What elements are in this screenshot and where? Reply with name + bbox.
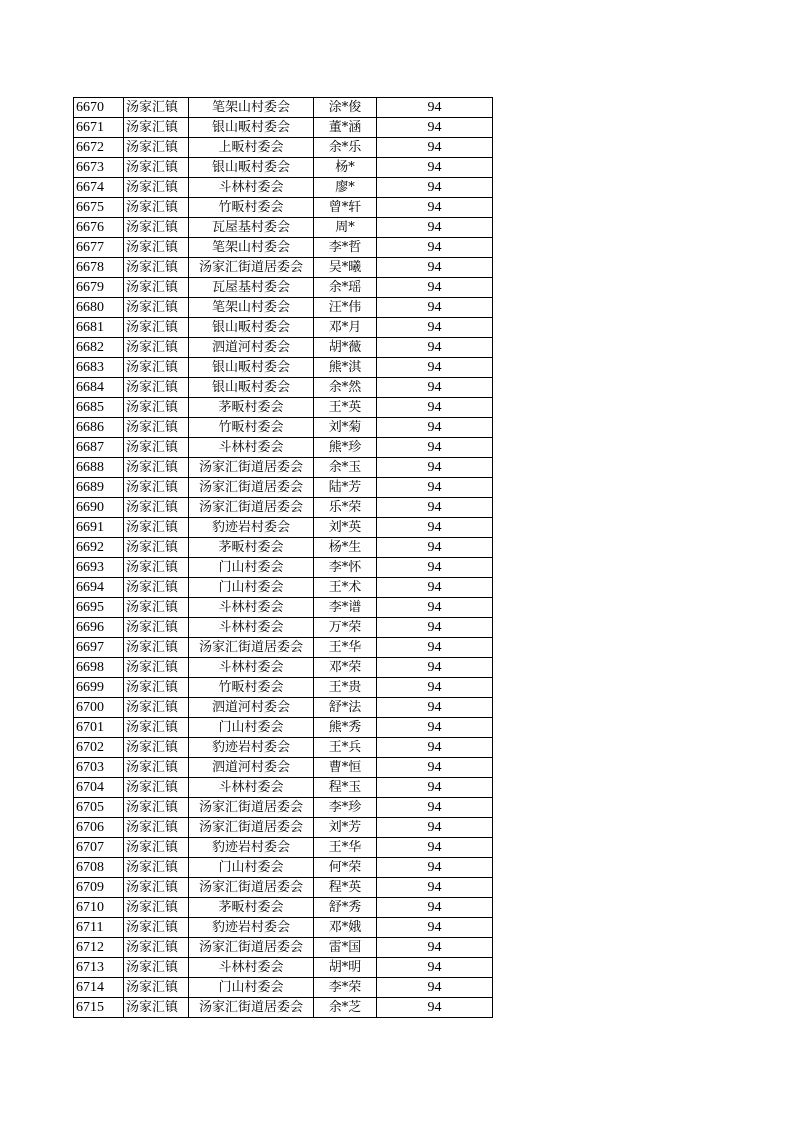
name-cell: 万*荣	[314, 618, 377, 638]
score-cell: 94	[377, 898, 493, 918]
score-cell: 94	[377, 518, 493, 538]
score-cell: 94	[377, 158, 493, 178]
table-row	[74, 218, 493, 238]
table-row	[74, 358, 493, 378]
committee-cell: 门山村委会	[189, 718, 314, 738]
row-number-cell: 6671	[74, 118, 124, 138]
town-cell: 汤家汇镇	[124, 758, 189, 778]
name-cell: 邓*荣	[314, 658, 377, 678]
town-cell: 汤家汇镇	[124, 598, 189, 618]
name-cell: 胡*明	[314, 958, 377, 978]
roster-table	[73, 97, 493, 1018]
table-row	[74, 878, 493, 898]
committee-cell: 斗林村委会	[189, 438, 314, 458]
town-cell: 汤家汇镇	[124, 318, 189, 338]
row-number-cell: 6705	[74, 798, 124, 818]
committee-cell: 门山村委会	[189, 578, 314, 598]
row-number-cell: 6692	[74, 538, 124, 558]
name-cell: 李*珍	[314, 798, 377, 818]
table-row	[74, 938, 493, 958]
roster-table-body	[74, 98, 493, 1018]
name-cell: 王*术	[314, 578, 377, 598]
row-number-cell: 6695	[74, 598, 124, 618]
town-cell: 汤家汇镇	[124, 138, 189, 158]
row-number-cell: 6676	[74, 218, 124, 238]
town-cell: 汤家汇镇	[124, 498, 189, 518]
name-cell: 吴*曦	[314, 258, 377, 278]
table-row	[74, 718, 493, 738]
row-number-cell: 6684	[74, 378, 124, 398]
committee-cell: 泗道河村委会	[189, 338, 314, 358]
name-cell: 邓*月	[314, 318, 377, 338]
committee-cell: 汤家汇街道居委会	[189, 498, 314, 518]
score-cell: 94	[377, 838, 493, 858]
town-cell: 汤家汇镇	[124, 238, 189, 258]
town-cell: 汤家汇镇	[124, 778, 189, 798]
score-cell: 94	[377, 858, 493, 878]
table-row	[74, 858, 493, 878]
town-cell: 汤家汇镇	[124, 158, 189, 178]
name-cell: 汪*伟	[314, 298, 377, 318]
town-cell: 汤家汇镇	[124, 378, 189, 398]
row-number-cell: 6703	[74, 758, 124, 778]
score-cell: 94	[377, 958, 493, 978]
committee-cell: 银山畈村委会	[189, 158, 314, 178]
score-cell: 94	[377, 998, 493, 1018]
town-cell: 汤家汇镇	[124, 438, 189, 458]
table-row	[74, 798, 493, 818]
row-number-cell: 6697	[74, 638, 124, 658]
score-cell: 94	[377, 618, 493, 638]
row-number-cell: 6673	[74, 158, 124, 178]
score-cell: 94	[377, 138, 493, 158]
row-number-cell: 6678	[74, 258, 124, 278]
score-cell: 94	[377, 118, 493, 138]
table-row	[74, 738, 493, 758]
name-cell: 董*涵	[314, 118, 377, 138]
committee-cell: 斗林村委会	[189, 658, 314, 678]
table-row	[74, 138, 493, 158]
score-cell: 94	[377, 438, 493, 458]
score-cell: 94	[377, 458, 493, 478]
name-cell: 舒*法	[314, 698, 377, 718]
town-cell: 汤家汇镇	[124, 978, 189, 998]
table-row	[74, 678, 493, 698]
row-number-cell: 6702	[74, 738, 124, 758]
score-cell: 94	[377, 658, 493, 678]
town-cell: 汤家汇镇	[124, 798, 189, 818]
name-cell: 程*英	[314, 878, 377, 898]
score-cell: 94	[377, 538, 493, 558]
town-cell: 汤家汇镇	[124, 678, 189, 698]
row-number-cell: 6714	[74, 978, 124, 998]
committee-cell: 茅畈村委会	[189, 898, 314, 918]
committee-cell: 瓦屋基村委会	[189, 218, 314, 238]
town-cell: 汤家汇镇	[124, 558, 189, 578]
score-cell: 94	[377, 198, 493, 218]
name-cell: 熊*珍	[314, 438, 377, 458]
committee-cell: 竹畈村委会	[189, 418, 314, 438]
row-number-cell: 6699	[74, 678, 124, 698]
name-cell: 杨*	[314, 158, 377, 178]
name-cell: 熊*淇	[314, 358, 377, 378]
row-number-cell: 6685	[74, 398, 124, 418]
town-cell: 汤家汇镇	[124, 638, 189, 658]
score-cell: 94	[377, 938, 493, 958]
town-cell: 汤家汇镇	[124, 338, 189, 358]
name-cell: 程*玉	[314, 778, 377, 798]
table-row	[74, 758, 493, 778]
committee-cell: 汤家汇街道居委会	[189, 258, 314, 278]
table-row	[74, 258, 493, 278]
name-cell: 舒*秀	[314, 898, 377, 918]
name-cell: 余*玉	[314, 458, 377, 478]
name-cell: 周*	[314, 218, 377, 238]
score-cell: 94	[377, 278, 493, 298]
committee-cell: 汤家汇街道居委会	[189, 798, 314, 818]
table-row	[74, 638, 493, 658]
score-cell: 94	[377, 338, 493, 358]
row-number-cell: 6711	[74, 918, 124, 938]
table-row	[74, 898, 493, 918]
score-cell: 94	[377, 98, 493, 118]
committee-cell: 银山畈村委会	[189, 378, 314, 398]
row-number-cell: 6674	[74, 178, 124, 198]
score-cell: 94	[377, 798, 493, 818]
name-cell: 曾*轩	[314, 198, 377, 218]
town-cell: 汤家汇镇	[124, 118, 189, 138]
table-row	[74, 978, 493, 998]
table-row	[74, 778, 493, 798]
table-row	[74, 178, 493, 198]
table-row	[74, 318, 493, 338]
town-cell: 汤家汇镇	[124, 178, 189, 198]
row-number-cell: 6682	[74, 338, 124, 358]
name-cell: 李*谱	[314, 598, 377, 618]
table-row	[74, 458, 493, 478]
score-cell: 94	[377, 578, 493, 598]
committee-cell: 泗道河村委会	[189, 698, 314, 718]
committee-cell: 汤家汇街道居委会	[189, 478, 314, 498]
score-cell: 94	[377, 718, 493, 738]
name-cell: 杨*生	[314, 538, 377, 558]
row-number-cell: 6710	[74, 898, 124, 918]
committee-cell: 笔架山村委会	[189, 98, 314, 118]
row-number-cell: 6706	[74, 818, 124, 838]
row-number-cell: 6675	[74, 198, 124, 218]
score-cell: 94	[377, 678, 493, 698]
name-cell: 王*华	[314, 638, 377, 658]
row-number-cell: 6677	[74, 238, 124, 258]
name-cell: 曹*恒	[314, 758, 377, 778]
name-cell: 王*兵	[314, 738, 377, 758]
table-row	[74, 478, 493, 498]
row-number-cell: 6698	[74, 658, 124, 678]
town-cell: 汤家汇镇	[124, 838, 189, 858]
score-cell: 94	[377, 478, 493, 498]
row-number-cell: 6670	[74, 98, 124, 118]
table-row	[74, 698, 493, 718]
committee-cell: 汤家汇街道居委会	[189, 938, 314, 958]
row-number-cell: 6694	[74, 578, 124, 598]
score-cell: 94	[377, 218, 493, 238]
table-row	[74, 238, 493, 258]
committee-cell: 笔架山村委会	[189, 298, 314, 318]
town-cell: 汤家汇镇	[124, 198, 189, 218]
town-cell: 汤家汇镇	[124, 738, 189, 758]
name-cell: 王*贵	[314, 678, 377, 698]
row-number-cell: 6687	[74, 438, 124, 458]
town-cell: 汤家汇镇	[124, 618, 189, 638]
town-cell: 汤家汇镇	[124, 998, 189, 1018]
row-number-cell: 6700	[74, 698, 124, 718]
name-cell: 邓*娥	[314, 918, 377, 938]
table-row	[74, 618, 493, 638]
committee-cell: 汤家汇街道居委会	[189, 998, 314, 1018]
town-cell: 汤家汇镇	[124, 258, 189, 278]
row-number-cell: 6701	[74, 718, 124, 738]
committee-cell: 斗林村委会	[189, 178, 314, 198]
score-cell: 94	[377, 258, 493, 278]
name-cell: 何*荣	[314, 858, 377, 878]
row-number-cell: 6672	[74, 138, 124, 158]
committee-cell: 门山村委会	[189, 558, 314, 578]
committee-cell: 豹迹岩村委会	[189, 918, 314, 938]
town-cell: 汤家汇镇	[124, 898, 189, 918]
table-row	[74, 998, 493, 1018]
score-cell: 94	[377, 558, 493, 578]
town-cell: 汤家汇镇	[124, 398, 189, 418]
town-cell: 汤家汇镇	[124, 98, 189, 118]
row-number-cell: 6683	[74, 358, 124, 378]
table-row	[74, 198, 493, 218]
table-row	[74, 958, 493, 978]
town-cell: 汤家汇镇	[124, 658, 189, 678]
town-cell: 汤家汇镇	[124, 518, 189, 538]
town-cell: 汤家汇镇	[124, 958, 189, 978]
row-number-cell: 6713	[74, 958, 124, 978]
score-cell: 94	[377, 318, 493, 338]
score-cell: 94	[377, 238, 493, 258]
town-cell: 汤家汇镇	[124, 418, 189, 438]
committee-cell: 斗林村委会	[189, 778, 314, 798]
committee-cell: 门山村委会	[189, 858, 314, 878]
committee-cell: 豹迹岩村委会	[189, 518, 314, 538]
row-number-cell: 6690	[74, 498, 124, 518]
name-cell: 熊*秀	[314, 718, 377, 738]
committee-cell: 门山村委会	[189, 978, 314, 998]
table-row	[74, 418, 493, 438]
row-number-cell: 6679	[74, 278, 124, 298]
score-cell: 94	[377, 498, 493, 518]
table-row	[74, 278, 493, 298]
row-number-cell: 6715	[74, 998, 124, 1018]
committee-cell: 银山畈村委会	[189, 118, 314, 138]
row-number-cell: 6688	[74, 458, 124, 478]
name-cell: 王*英	[314, 398, 377, 418]
committee-cell: 笔架山村委会	[189, 238, 314, 258]
row-number-cell: 6712	[74, 938, 124, 958]
committee-cell: 汤家汇街道居委会	[189, 458, 314, 478]
score-cell: 94	[377, 598, 493, 618]
name-cell: 刘*英	[314, 518, 377, 538]
committee-cell: 豹迹岩村委会	[189, 838, 314, 858]
name-cell: 王*华	[314, 838, 377, 858]
score-cell: 94	[377, 698, 493, 718]
table-row	[74, 378, 493, 398]
table-row	[74, 118, 493, 138]
name-cell: 余*乐	[314, 138, 377, 158]
table-row	[74, 538, 493, 558]
town-cell: 汤家汇镇	[124, 478, 189, 498]
town-cell: 汤家汇镇	[124, 878, 189, 898]
score-cell: 94	[377, 918, 493, 938]
name-cell: 余*芝	[314, 998, 377, 1018]
score-cell: 94	[377, 818, 493, 838]
committee-cell: 汤家汇街道居委会	[189, 638, 314, 658]
name-cell: 涂*俊	[314, 98, 377, 118]
score-cell: 94	[377, 738, 493, 758]
score-cell: 94	[377, 778, 493, 798]
name-cell: 雷*国	[314, 938, 377, 958]
score-cell: 94	[377, 378, 493, 398]
name-cell: 刘*菊	[314, 418, 377, 438]
table-row	[74, 438, 493, 458]
town-cell: 汤家汇镇	[124, 218, 189, 238]
row-number-cell: 6691	[74, 518, 124, 538]
town-cell: 汤家汇镇	[124, 818, 189, 838]
name-cell: 刘*芳	[314, 818, 377, 838]
name-cell: 李*怀	[314, 558, 377, 578]
table-row	[74, 398, 493, 418]
row-number-cell: 6696	[74, 618, 124, 638]
committee-cell: 茅畈村委会	[189, 538, 314, 558]
score-cell: 94	[377, 878, 493, 898]
town-cell: 汤家汇镇	[124, 938, 189, 958]
name-cell: 余*瑶	[314, 278, 377, 298]
row-number-cell: 6693	[74, 558, 124, 578]
row-number-cell: 6708	[74, 858, 124, 878]
town-cell: 汤家汇镇	[124, 858, 189, 878]
table-row	[74, 298, 493, 318]
table-row	[74, 838, 493, 858]
table-row	[74, 558, 493, 578]
town-cell: 汤家汇镇	[124, 358, 189, 378]
name-cell: 李*哲	[314, 238, 377, 258]
committee-cell: 斗林村委会	[189, 958, 314, 978]
committee-cell: 竹畈村委会	[189, 678, 314, 698]
name-cell: 余*然	[314, 378, 377, 398]
score-cell: 94	[377, 418, 493, 438]
row-number-cell: 6707	[74, 838, 124, 858]
score-cell: 94	[377, 638, 493, 658]
row-number-cell: 6681	[74, 318, 124, 338]
table-row	[74, 158, 493, 178]
name-cell: 陆*芳	[314, 478, 377, 498]
name-cell: 廖*	[314, 178, 377, 198]
table-row	[74, 818, 493, 838]
committee-cell: 银山畈村委会	[189, 318, 314, 338]
table-row	[74, 918, 493, 938]
table-row	[74, 598, 493, 618]
score-cell: 94	[377, 178, 493, 198]
town-cell: 汤家汇镇	[124, 718, 189, 738]
committee-cell: 豹迹岩村委会	[189, 738, 314, 758]
town-cell: 汤家汇镇	[124, 698, 189, 718]
row-number-cell: 6689	[74, 478, 124, 498]
row-number-cell: 6686	[74, 418, 124, 438]
committee-cell: 斗林村委会	[189, 598, 314, 618]
committee-cell: 斗林村委会	[189, 618, 314, 638]
table-row	[74, 498, 493, 518]
name-cell: 胡*薇	[314, 338, 377, 358]
score-cell: 94	[377, 758, 493, 778]
table-row	[74, 658, 493, 678]
committee-cell: 银山畈村委会	[189, 358, 314, 378]
row-number-cell: 6704	[74, 778, 124, 798]
score-cell: 94	[377, 978, 493, 998]
row-number-cell: 6680	[74, 298, 124, 318]
score-cell: 94	[377, 358, 493, 378]
town-cell: 汤家汇镇	[124, 458, 189, 478]
town-cell: 汤家汇镇	[124, 298, 189, 318]
roster-sheet	[73, 97, 493, 1018]
town-cell: 汤家汇镇	[124, 578, 189, 598]
name-cell: 李*荣	[314, 978, 377, 998]
row-number-cell: 6709	[74, 878, 124, 898]
score-cell: 94	[377, 298, 493, 318]
committee-cell: 泗道河村委会	[189, 758, 314, 778]
town-cell: 汤家汇镇	[124, 278, 189, 298]
table-row	[74, 578, 493, 598]
name-cell: 乐*荣	[314, 498, 377, 518]
committee-cell: 竹畈村委会	[189, 198, 314, 218]
committee-cell: 汤家汇街道居委会	[189, 878, 314, 898]
committee-cell: 茅畈村委会	[189, 398, 314, 418]
committee-cell: 上畈村委会	[189, 138, 314, 158]
town-cell: 汤家汇镇	[124, 538, 189, 558]
table-row	[74, 338, 493, 358]
town-cell: 汤家汇镇	[124, 918, 189, 938]
committee-cell: 汤家汇街道居委会	[189, 818, 314, 838]
score-cell: 94	[377, 398, 493, 418]
table-row	[74, 98, 493, 118]
table-row	[74, 518, 493, 538]
committee-cell: 瓦屋基村委会	[189, 278, 314, 298]
